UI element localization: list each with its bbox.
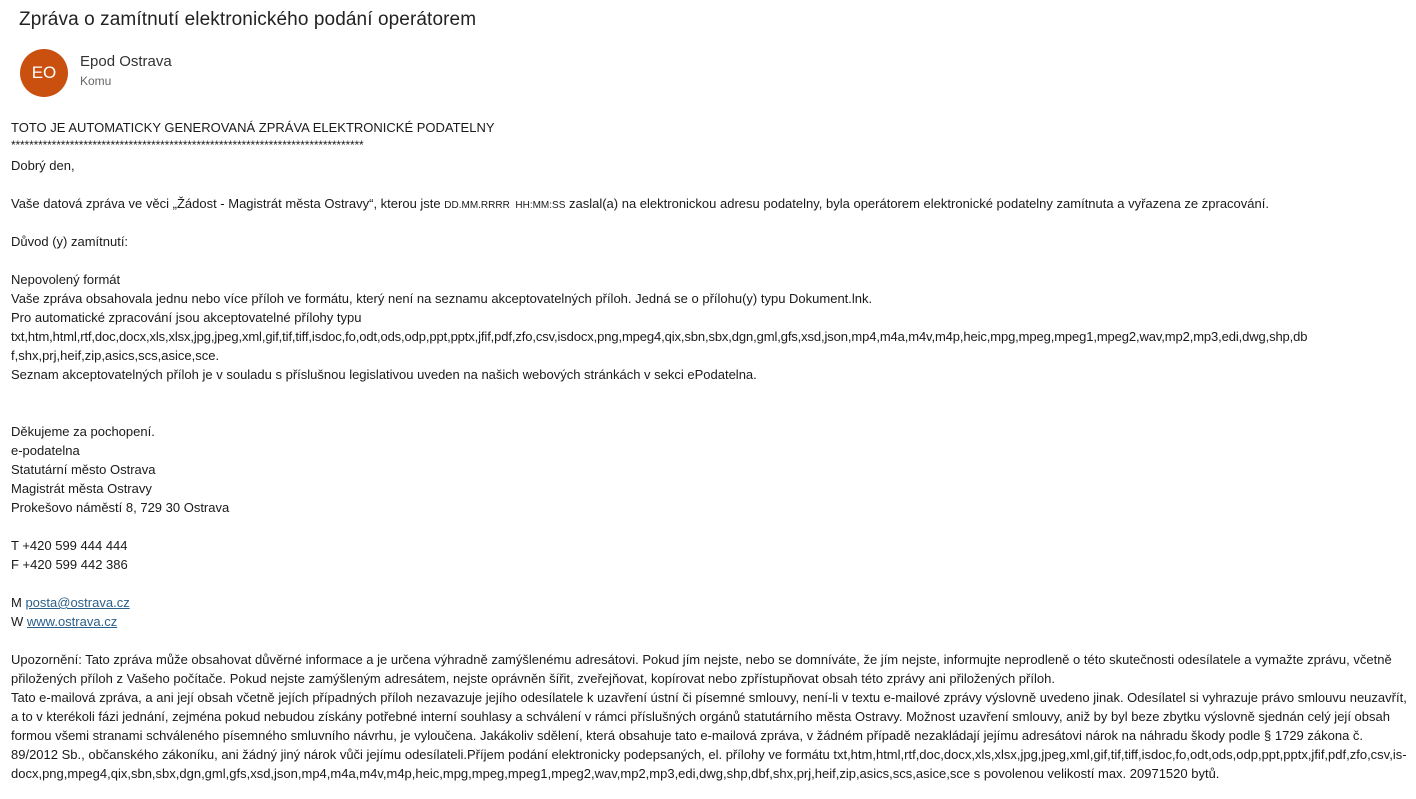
intro-time: HH:MM:SS [515,200,566,211]
disclaimer-paragraph-1: Upozornění: Tato zpráva může obsahovat důvěrné informace a je určena výhradně zamýšlenému adresátovi. Pokud jím nejste, nebo se domníváte, že jím nejste, informujte neprodleně o této skutečnosti odesílatele a vymažte zprávu, včetně přiložených příloh z Vašeho počítače. Pokud nejste zamýšleným adresátem, nejste oprávněn šířit, zveřejňovat, kopírovat nebo zpřístupňovat obsah této zprávy ani přiložených příloh. [11,652,1392,686]
intro-suffix: zaslal(a) na elektronickou adresu podatelny, byla operátorem elektronické podatelny zamítnuta a vyřazena ze zpracování. [565,196,1269,211]
web-prefix: W [11,614,27,629]
website-link[interactable]: www.ostrava.cz [26,614,118,629]
email-subject: Zpráva o zamítnutí elektronického podání operátorem [19,9,477,30]
signature-line: Magistrát města Ostravy [11,481,152,496]
auto-header: TOTO JE AUTOMATICKY GENEROVANÁ ZPRÁVA ELEKTRONICKÉ PODATELNY [11,120,495,135]
recipient-label[interactable]: Komu [80,74,112,88]
formats-line-1: txt,htm,html,rtf,doc,docx,xls,xlsx,jpg,jpeg,xml,gif,tif,tiff,isdoc,fo,odt,ods,odp,ppt,pptx,jfif,pdf,zfo,csv,isdocx,png,mpeg4,qix,sbn,sbx,dgn,gml,gfs,xsd,json,mp4,m4a,m4v,m4p,heic,mpg,mpeg,mpeg1,mpeg2,wav,mp2,mp3,edi,dwg,shp,db [11,329,1308,344]
phone: T +420 599 444 444 [11,538,128,553]
reason-name: Nepovolený formát [11,272,121,287]
intro-paragraph [11,194,1407,213]
signature-line: Statutární město Ostrava [11,462,156,477]
signature-line: Prokešovo náměstí 8, 729 30 Ostrava [11,500,230,515]
email-link[interactable]: posta@ostrava.cz [25,595,130,610]
web-row [11,612,1407,631]
disclaimer-paragraph-2: Tato e-mailová zpráva, a ani její obsah včetně jejích případných příloh nezavazuje jejího odesílatele k uzavření ústní či písemné smlouvy, není-li v textu e-mailové zprávy výslovně uvedeno jinak. Odesílatel si vyhrazuje právo smlouvu neuzavřít, a to v kterékoli fázi jednání, zejména pokud nebudou získány potřebné interní souhlasy a schválení v rámci příslušných orgánů statutárního města Ostravy. Možnost uzavření smlouvy, aniž by byl beze zbytku výslovně sjednán celý její obsah formou všemi stranami schváleného písemného smluvního návrhu, je vyloučena. Jakákoliv sdělení, která obsahuje tato e-mailová zpráva, v žádném případě nezakládají jejímu adresátovi nárok na náhradu škody podle § 1729 zákona č. 89/2012 Sb., občanského zákoníku, ani žádný jiný nárok vůči jejímu odesílateli.Příjem podání elektronicky podepsaných, el. přílohy ve formátu txt,htm,html,rtf,doc,docx,xls,xlsx,jpg,jpeg,xml,gif,tif,tiff,isdoc,fo,odt,ods,odp,ppt,pptx,jfif,pdf,zfo,csv,is-docx,png,mpeg4,qix,sbn,sbx,dgn,gml,gfs,xsd,json,mp4,m4a,m4v,m4p,heic,mpg,mpeg,mpeg1,mpeg2,wav,mp2,mp3,edi,dwg,shp,dbf,shx,prj,heif,zip,asics,scs,asice,sce s povolenou velikostí max. 20971520 bytů. [11,690,1407,781]
separator-line: ****************************************************************************** [11,138,364,152]
formats-line-2: f,shx,prj,heif,zip,asics,scs,asice,sce. [11,348,220,363]
mail-row [11,593,1407,612]
sender-avatar[interactable] [20,49,68,97]
mail-prefix: M [11,595,26,610]
sender-name[interactable]: Epod Ostrava [80,53,172,70]
intro-prefix: Vaše datová zpráva ve věci „Žádost - Magistrát města Ostravy“, kterou jste [11,196,445,211]
signature-line: e-podatelna [11,443,80,458]
intro-date: DD.MM.RRRR [444,200,510,211]
fax: F +420 599 442 386 [11,557,128,572]
reason-line-1: Vaše zpráva obsahovala jednu nebo více příloh ve formátu, který není na seznamu akceptovatelných příloh. Jedná se o přílohu(y) typu Dokument.lnk. [11,291,873,306]
thanks: Děkujeme za pochopení. [11,424,155,439]
reason-line-2: Pro automatické zpracování jsou akceptovatelné přílohy typu [11,310,362,325]
greeting: Dobrý den, [11,158,75,173]
reason-title: Důvod (y) zamítnutí: [11,234,129,249]
reason-line-3: Seznam akceptovatelných příloh je v souladu s příslušnou legislativou uveden na našich webových stránkách v sekci ePodatelna. [11,367,757,382]
email-body [11,118,1407,783]
sender-initials: EO [31,63,57,82]
